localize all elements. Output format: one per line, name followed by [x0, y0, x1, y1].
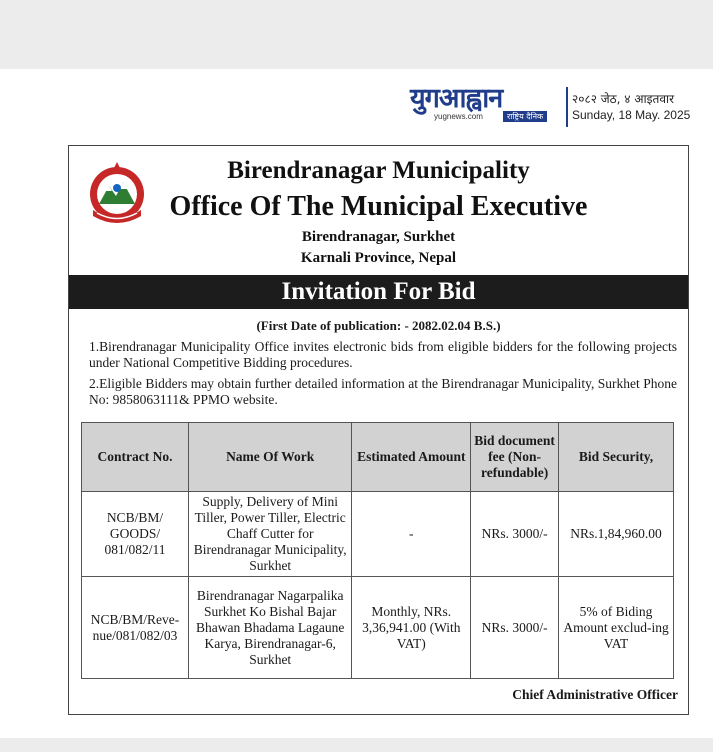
cell-name-of-work: Supply, Delivery of Mini Tiller, Power Tiller, Electric Chaff Cutter for Birendranagar Municipality, Surkhet [188, 492, 352, 577]
header-estimated-amount: Estimated Amount [352, 423, 471, 492]
paragraph-2: 2.Eligible Bidders may obtain further detailed information at the Birendranagar Municipality, Surkhet Phone No: 9858063111& PPMO website. [89, 376, 677, 407]
cell-bid-fee: NRs. 3000/- [471, 577, 559, 679]
newspaper-logo: युगआह्वान [410, 83, 503, 114]
header-bid-security: Bid Security, [559, 423, 674, 492]
office-name: Office Of The Municipal Executive [169, 191, 588, 222]
bid-table [81, 422, 674, 679]
cell-estimated-amount: - [352, 492, 471, 577]
cell-name-of-work: Birendranagar Nagarpalika Surkhet Ko Bishal Bajar Bhawan Bhadama Lagaune Karya, Birendranagar-6, Surkhet [188, 577, 352, 679]
english-date: Sunday, 18 May. 2025 [572, 108, 691, 122]
table-row [82, 492, 674, 577]
newspaper-masthead [410, 84, 700, 128]
cell-bid-security: NRs.1,84,960.00 [559, 492, 674, 577]
header-name-of-work: Name Of Work [188, 423, 352, 492]
publication-date: (First Date of publication: - 2082.02.04 B.S.) [256, 318, 501, 333]
header-contract-no: Contract No. [82, 423, 189, 492]
bid-notice [68, 145, 689, 715]
newspaper-url: yugnews.com [434, 112, 483, 121]
nepali-date: २०८२ जेठ, ४ आइतवार [572, 92, 675, 106]
cell-contract-no: NCB/BM/Reve-nue/081/082/03 [82, 577, 189, 679]
cell-contract-no: NCB/BM/ GOODS/ 081/082/11 [82, 492, 189, 577]
cell-bid-fee: NRs. 3000/- [471, 492, 559, 577]
cell-estimated-amount: Monthly, NRs. 3,36,941.00 (With VAT) [352, 577, 471, 679]
newspaper-tagline: राष्ट्रिय दैनिक [503, 111, 547, 122]
address-line-2: Karnali Province, Nepal [300, 250, 457, 266]
masthead-divider [566, 87, 568, 127]
table-header-row [82, 423, 674, 492]
top-gray-bar [0, 0, 713, 69]
table-row [82, 577, 674, 679]
notice-title-banner: Invitation For Bid [69, 275, 688, 309]
signatory-title: Chief Administrative Officer [512, 687, 678, 702]
paragraph-1: 1.Birendranagar Municipality Office invites electronic bids from eligible bidders for the following projects under National Competitive Bidding procedures. [89, 339, 677, 370]
address-line-1: Birendranagar, Surkhet [301, 229, 456, 245]
cell-bid-security: 5% of Biding Amount exclud-ing VAT [559, 577, 674, 679]
header-bid-document-fee: Bid document fee (Non-refundable) [471, 423, 559, 492]
bottom-gray-bar [0, 738, 713, 752]
organization-name: Birendranagar Municipality [227, 157, 530, 184]
